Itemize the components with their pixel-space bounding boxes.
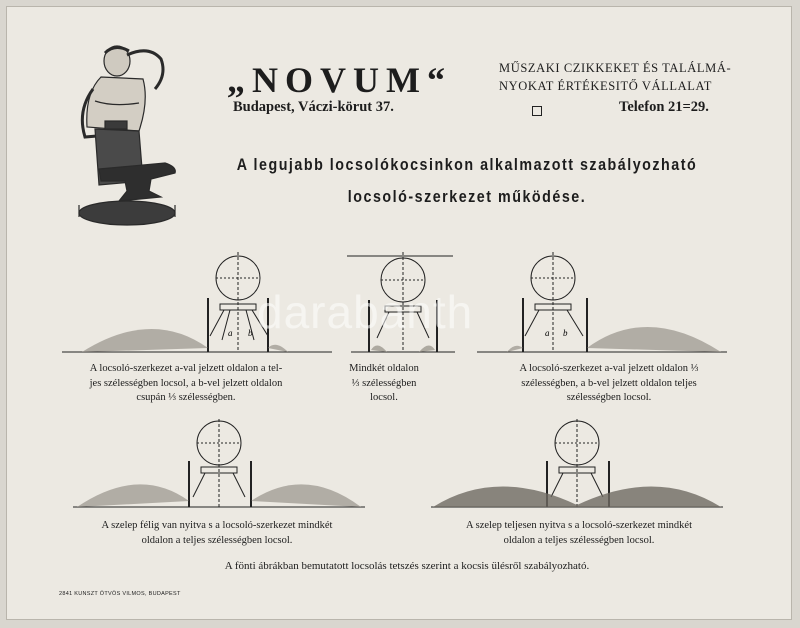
diagram-label-b: b bbox=[563, 328, 568, 338]
company-name: „NOVUM“ bbox=[227, 60, 452, 100]
sprinkler-diagram-5 bbox=[427, 419, 727, 511]
diagram-label-a: a bbox=[545, 328, 550, 338]
company-address: Budapest, Váczi-körut 37. bbox=[233, 99, 394, 115]
caption-line: Mindkét oldalon bbox=[349, 363, 419, 374]
diagram-label-b: b bbox=[248, 328, 253, 338]
caption-line: A locsoló-szerkezet a-val jelzett oldalon ⅓ bbox=[519, 363, 699, 374]
diagram-caption-3 bbox=[487, 362, 731, 406]
tagline-line: MŰSZAKI CZIKKEKET ÉS TALÁLMÁ- bbox=[499, 61, 732, 75]
watermark: darabanth bbox=[257, 286, 474, 338]
caption-line: A szelep félig van nyitva s a locsoló-szerkezet mindkét bbox=[101, 520, 333, 531]
caption-line: A szelep teljesen nyitva s a locsoló-szerkezet mindkét bbox=[466, 520, 692, 531]
caption-line: jes szélességben locsol, a b-vel jelzett oldalon bbox=[89, 377, 283, 389]
diagram-caption-2 bbox=[337, 362, 431, 406]
diagram-caption-4 bbox=[67, 519, 367, 548]
square-ornament-icon bbox=[532, 106, 542, 116]
printer-imprint: 2841 KUNSZT ÖTVÖS VILMOS, BUDAPEST bbox=[59, 591, 181, 597]
caption-line: oldalon a teljes szélességben locsol. bbox=[503, 534, 655, 546]
headline-line: locsoló-szerkezet működése. bbox=[347, 187, 587, 206]
headline-line: A legujabb locsolókocsinkon alkalmazott szabályozható bbox=[236, 155, 698, 174]
blacksmith-logo bbox=[65, 41, 185, 231]
caption-line: csupán ⅓ szélességben. bbox=[136, 392, 236, 403]
caption-line: szélességben, a b-vel jelzett oldalon teljes bbox=[521, 377, 697, 389]
caption-line: ⅓ szélességben bbox=[351, 377, 417, 389]
document-page bbox=[6, 6, 792, 620]
sprinkler-diagram-3 bbox=[477, 244, 737, 356]
caption-line: locsol. bbox=[370, 392, 398, 403]
sprinkler-diagram-4 bbox=[69, 419, 369, 511]
caption-line: szélességben locsol. bbox=[566, 392, 652, 403]
tagline-line: NYOKAT ÉRTÉKESITŐ VÁLLALAT bbox=[499, 79, 712, 93]
company-tagline bbox=[499, 59, 731, 95]
company-phone: Telefon 21=29. bbox=[619, 99, 709, 115]
caption-line: A locsoló-szerkezet a-val jelzett oldalon a tel- bbox=[89, 363, 283, 374]
footer-note: A fönti ábrákban bemutatott locsolás tetszés szerint a kocsis ülésről szabályozható. bbox=[224, 560, 590, 572]
diagram-caption-1 bbox=[55, 362, 317, 406]
diagram-caption-5 bbox=[429, 519, 729, 548]
diagram-label-a: a bbox=[228, 328, 233, 338]
caption-line: oldalon a teljes szélességben locsol. bbox=[141, 534, 293, 546]
